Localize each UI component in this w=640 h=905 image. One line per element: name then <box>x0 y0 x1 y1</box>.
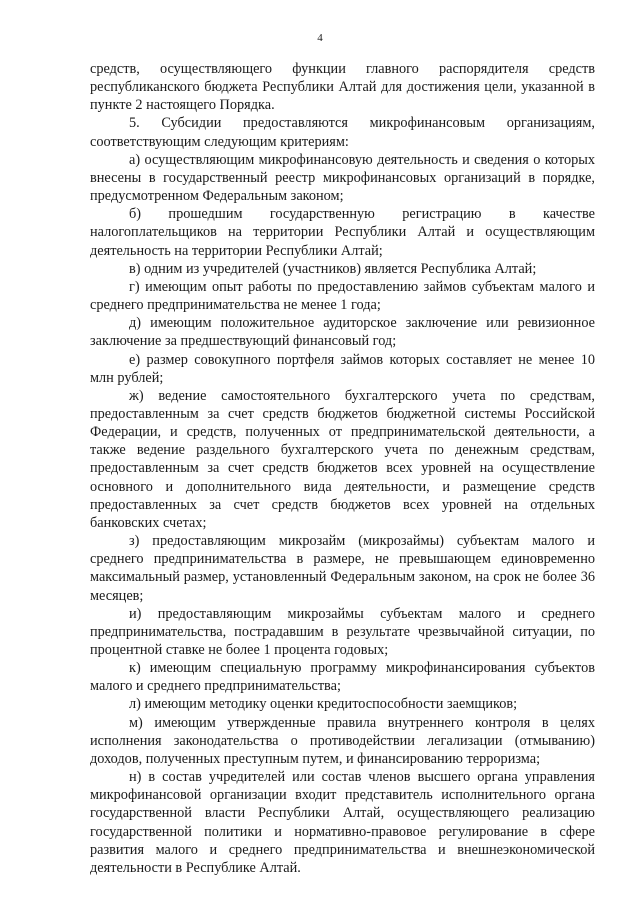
paragraph-continuation: средств, осуществляющего функции главного распорядителя средств республиканского бюджета Республики Алтай для достижения цели, указанной в пункте 2 настоящего Порядка. <box>90 61 595 114</box>
paragraph-criterion-b: б) прошедшим государственную регистрацию в качестве налогоплательщиков на территории Республики Алтай и осуществляющим деятельность на территории Республики Алтай; <box>90 206 595 259</box>
paragraph-criterion-k: к) имеющим специальную программу микрофинансирования субъектов малого и среднего предпринимательства; <box>90 660 595 695</box>
paragraph-criterion-d: д) имеющим положительное аудиторское заключение или ревизионное заключение за предшествующий финансовый год; <box>90 315 595 350</box>
paragraph-criterion-zh: ж) ведение самостоятельного бухгалтерского учета по средствам, предоставленным за счет средств бюджетов бюджетной системы Российской Федерации, и средств, полученных от предпринимательской деятельности, а также ведение раздельного бухгалтерского учета по денежным средствам, предоставленным за счет средств бюджетов всех уровней на осуществление основного и дополнительного вида деятельности, и размещение средств предоставленных за счет средств бюджетов всех уровней на отдельных банковских счетах; <box>90 387 595 531</box>
paragraph-criterion-m: м) имеющим утвержденные правила внутреннего контроля в целях исполнения законодательства о противодействии легализации (отмыванию) доходов, полученных преступным путем, и финансированию терроризма; <box>90 714 595 767</box>
paragraph-criterion-g: г) имеющим опыт работы по предоставлению займов субъектам малого и среднего предпринимательства не менее 1 года; <box>90 278 595 314</box>
paragraph-criterion-v: в) одним из учредителей (участников) является Республика Алтай; <box>129 260 537 277</box>
paragraph-criterion-n: н) в состав учредителей или состав членов высшего органа управления микрофинансовой организации входит представитель исполнительного органа государственной власти Республики Алтай, осуществляющего реализацию государственной политики и нормативно-правовое регулирование в сфере развития малого и среднего предпринимательства и внешнеэкономической деятельности в Республике Алтай. <box>90 769 595 876</box>
paragraph-criterion-z: з) предоставляющим микрозайм (микрозаймы) субъектам малого и среднего предпринимательства в размере, не превышающем единовременно максимальный размер, установленный Федеральным законом, на срок не более 36 месяцев; <box>90 533 595 604</box>
paragraph-criterion-l: л) имеющим методику оценки кредитоспособности заемщиков; <box>129 696 518 713</box>
paragraph-criterion-a: а) осуществляющим микрофинансовую деятельность и сведения о которых внесены в государственный реестр микрофинансовых организаций в порядке, предусмотренном Федеральным законом; <box>90 151 595 205</box>
paragraph-criterion-e: е) размер совокупного портфеля займов которых составляет не менее 10 млн рублей; <box>90 351 595 386</box>
page-number: 4 <box>317 32 323 44</box>
paragraph-clause-5: 5. Субсидии предоставляются микрофинансовым организациям, соответствующим следующим критериям: <box>90 115 595 150</box>
paragraph-criterion-i: и) предоставляющим микрозаймы субъектам малого и среднего предпринимательства, пострадавшим в результате чрезвычайной ситуации, по процентной ставке не более 1 процента годовых; <box>90 605 595 658</box>
document-body <box>90 60 595 877</box>
